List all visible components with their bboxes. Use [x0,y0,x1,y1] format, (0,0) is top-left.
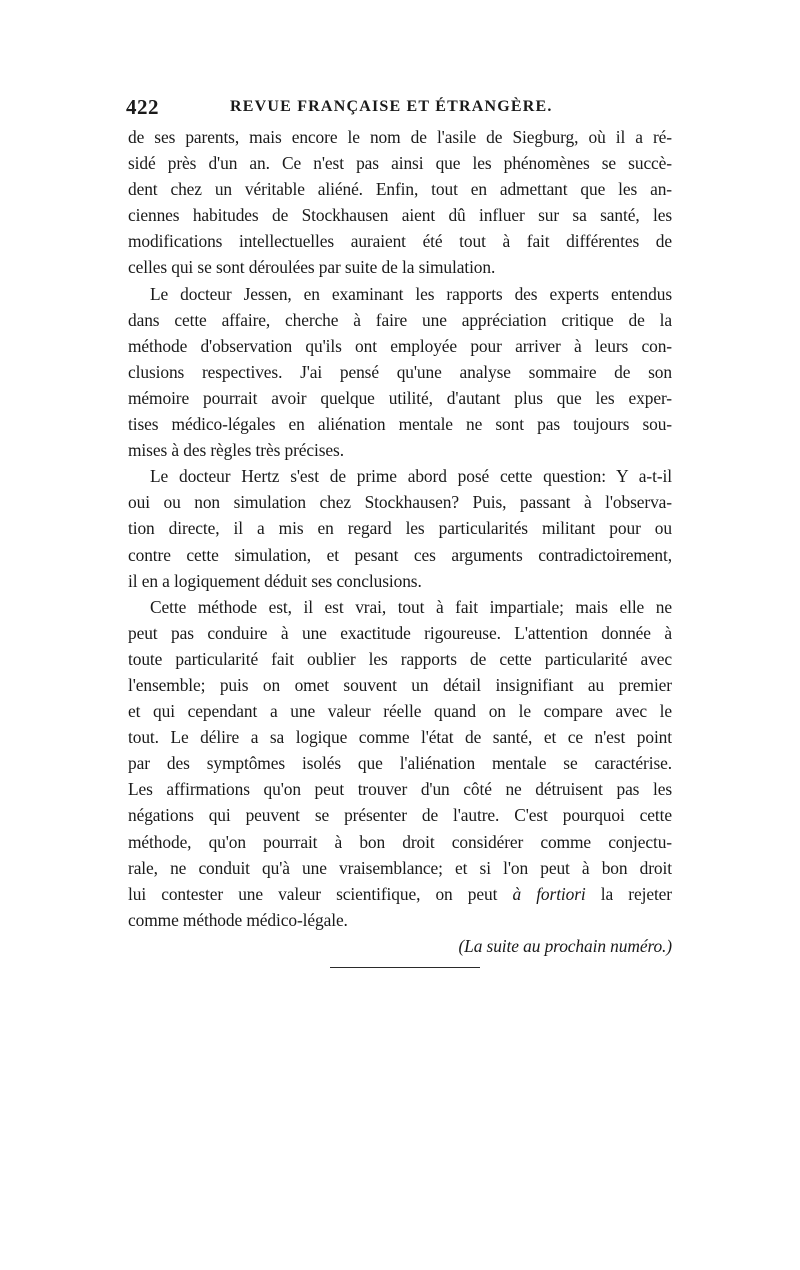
text-segment: la rejeter [600,883,672,904]
text-line: dent chez un véritable aliéné. Enfin, tout en admettant que les an- [128,179,672,200]
text-line: modifications intellectuelles auraient été tout à fait différentes de [128,231,672,252]
journal-title: REVUE FRANÇAISE ET ÉTRANGÈRE. [230,98,553,115]
text-line: oui ou non simulation chez Stockhausen? Puis, passant à l'observa- [128,492,672,513]
text-line: tises médico-légales en aliénation mentale ne sont pas toujours sou- [128,414,672,435]
end-rule [330,967,480,968]
text-segment: lui contester une valeur scientifique, on peut [128,883,498,904]
text-line: contre cette simulation, et pesant ces arguments contradictoirement, [128,544,672,565]
text-line: toute particularité fait oublier les rapports de cette particularité avec [128,648,672,669]
text-line: tion directe, il a mis en regard les particularités militant pour ou [128,518,672,539]
text-line: de ses parents, mais encore le nom de l'asile de Siegburg, où il a ré- [128,127,672,147]
body-text [128,124,672,959]
text-line: l'ensemble; puis on omet souvent un détail insignifiant au premier [128,674,672,695]
running-head [126,95,672,121]
continuation-note: (La suite au prochain numéro.) [458,935,672,956]
text-line: rale, ne conduit qu'à une vraisemblance; et si l'on peut à bon droit [128,857,672,878]
text-line: mémoire pourrait avoir quelque utilité, d'autant plus que les exper- [128,387,672,408]
text-line: Le docteur Hertz s'est de prime abord posé cette question: Y a-t-il [150,466,672,487]
text-line: il en a logiquement déduit ses conclusions. [128,570,422,591]
text-line: peut pas conduire à une exactitude rigoureuse. L'attention donnée à [128,622,672,643]
text-line: tout. Le délire a sa logique comme l'état de santé, et ce n'est point [128,727,672,748]
italic-phrase: à fortiori [512,883,586,904]
text-line: Cette méthode est, il est vrai, tout à fait impartiale; mais elle ne [150,596,672,617]
text-line: sidé près d'un an. Ce n'est pas ainsi que les phénomènes se succè- [128,153,672,174]
text-line [128,881,672,907]
page-number: 422 [126,95,159,119]
text-line: négations qui peuvent se présenter de l'autre. C'est pourquoi cette [128,805,672,826]
text-line: mises à des règles très précises. [128,440,344,461]
text-line: celles qui se sont déroulées par suite de la simulation. [128,257,496,278]
text-line: clusions respectives. J'ai pensé qu'une analyse sommaire de son [128,361,672,382]
text-line: méthode, qu'on pourrait à bon droit considérer comme conjectu- [128,831,672,852]
text-line: Le docteur Jessen, en examinant les rapports des experts entendus [150,283,672,304]
text-line: Les affirmations qu'on peut trouver d'un côté ne détruisent pas les [128,779,672,800]
text-line: dans cette affaire, cherche à faire une appréciation critique de la [128,309,672,330]
text-line: ciennes habitudes de Stockhausen aient dû influer sur sa santé, les [128,205,672,226]
text-line: par des symptômes isolés que l'aliénation mentale se caractérise. [128,753,672,774]
text-line: et qui cependant a une valeur réelle quand on le compare avec le [128,701,672,722]
text-line: méthode d'observation qu'ils ont employée pour arriver à leurs con- [128,335,672,356]
text-line: comme méthode médico-légale. [128,909,348,930]
